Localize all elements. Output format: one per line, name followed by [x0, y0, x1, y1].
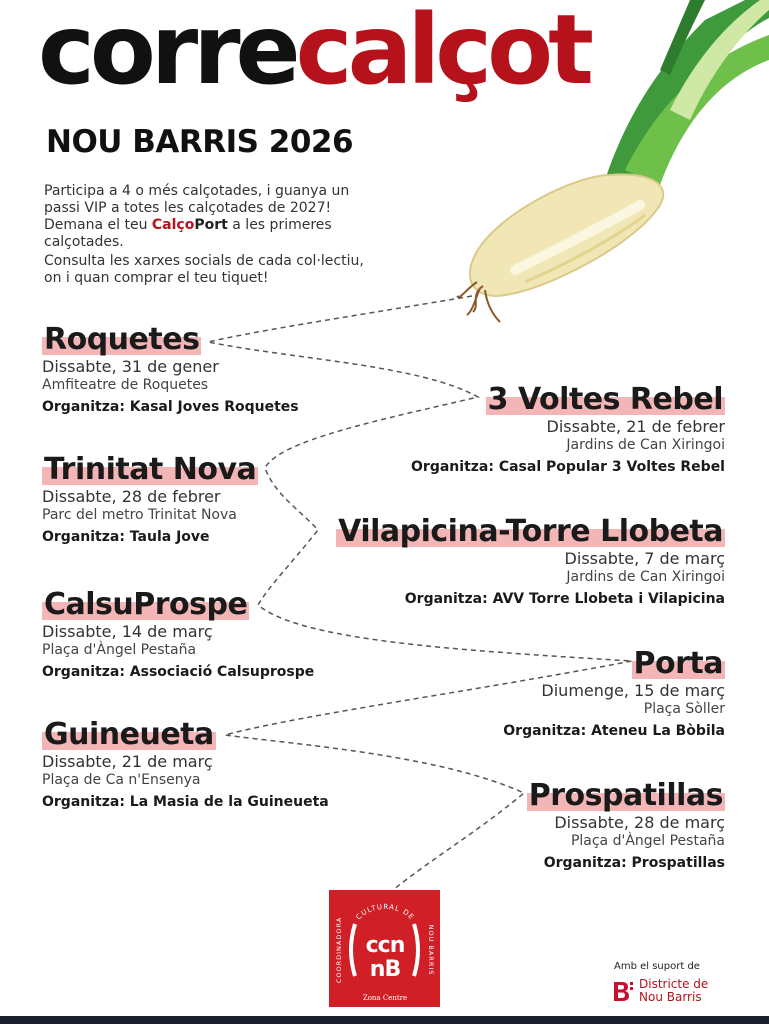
- event-3-voltes-rebel: [411, 382, 725, 477]
- event-name: Vilapicina-Torre Llobeta: [338, 514, 723, 549]
- event-date: Dissabte, 14 de març: [42, 622, 213, 641]
- event-organizer: Organitza: Ateneu La Bòbila: [503, 723, 725, 739]
- event-place: Jardins de Can Xiringoi: [566, 437, 725, 453]
- main-title: [38, 0, 589, 106]
- event-name: Roquetes: [44, 322, 200, 357]
- event-organizer: Organitza: La Masia de la Guineueta: [42, 794, 329, 810]
- event-place: Parc del metro Trinitat Nova: [42, 507, 237, 523]
- ccnb-logo: [329, 890, 440, 1007]
- intro-text-b: a les primeres calçotades.: [44, 217, 332, 250]
- event-organizer: Organitza: Kasal Joves Roquetes: [42, 399, 299, 415]
- district-line1: Districte de: [639, 977, 709, 991]
- logo-monogram-bottom: nB: [369, 957, 401, 982]
- subtitle: NOU BARRIS 2026: [46, 124, 354, 160]
- event-place: Amfiteatre de Roquetes: [42, 377, 209, 393]
- intro-paragraph: [44, 183, 374, 251]
- brand-black-part: Port: [194, 217, 228, 233]
- event-name: Prospatillas: [528, 778, 723, 813]
- intro-text-a: Participa a 4 o més calçotades, i guanya un passi VIP a totes les calçotades de 2027! Demana el teu: [44, 183, 350, 233]
- logo-zone-text: Zona Centre: [362, 994, 408, 1002]
- event-calsuprospe: [42, 587, 315, 682]
- event-organizer: Organitza: Associació Calsuprospe: [42, 664, 315, 680]
- ccnb-logo-graphic: [329, 890, 440, 1007]
- support-label: Amb el suport de: [614, 961, 700, 972]
- event-prospatillas: [527, 778, 725, 873]
- event-place: Plaça d'Àngel Pestaña: [570, 833, 725, 849]
- bottom-bar: [0, 1016, 769, 1024]
- district-name: [639, 978, 708, 1004]
- event-place: Jardins de Can Xiringoi: [566, 569, 725, 585]
- event-vilapicina-torre-llobeta: [336, 514, 725, 609]
- event-name: Trinitat Nova: [44, 452, 257, 487]
- event-guineueta: [42, 717, 329, 812]
- event-organizer: Organitza: AVV Torre Llobeta i Vilapicina: [404, 591, 725, 607]
- event-roquetes: [42, 322, 299, 417]
- event-organizer: Organitza: Casal Popular 3 Voltes Rebel: [411, 459, 725, 475]
- event-organizer: Organitza: Prospatillas: [543, 855, 725, 871]
- event-date: Dissabte, 7 de març: [564, 549, 725, 568]
- event-date: Dissabte, 28 de febrer: [42, 487, 221, 506]
- event-date: Diumenge, 15 de març: [541, 681, 725, 700]
- intro-social-note: Consulta les xarxes socials de cada col·lectiu, on i quan comprar el teu tiquet!: [44, 253, 364, 286]
- event-name: Porta: [633, 646, 723, 681]
- event-trinitat-nova: [42, 452, 258, 547]
- svg-text:CULTURAL DE: [355, 903, 416, 922]
- event-name: Guineueta: [44, 717, 214, 752]
- event-name: 3 Voltes Rebel: [487, 382, 723, 417]
- barcelona-b-icon: [612, 980, 634, 1002]
- event-place: Plaça Sòller: [643, 701, 725, 717]
- event-place: Plaça de Ca n'Ensenya: [42, 772, 201, 788]
- event-porta: [503, 646, 725, 741]
- calcoport-brand: [152, 217, 228, 233]
- event-date: Dissabte, 21 de febrer: [546, 417, 725, 436]
- logo-monogram-top: ccn: [365, 933, 405, 958]
- event-date: Dissabte, 21 de març: [42, 752, 213, 771]
- event-date: Dissabte, 31 de gener: [42, 357, 219, 376]
- logo-left-text: COORDINADORA: [335, 916, 343, 984]
- title-calcot: calçot: [295, 0, 589, 106]
- title-corre: corre: [38, 0, 296, 106]
- district-logo: [612, 978, 708, 1004]
- brand-red-part: Calço: [151, 217, 195, 233]
- event-name: CalsuProspe: [44, 587, 248, 622]
- logo-right-text: NOU BARRIS: [427, 924, 435, 976]
- district-line2: Nou Barris: [639, 990, 702, 1004]
- event-organizer: Organitza: Taula Jove: [42, 529, 210, 545]
- event-date: Dissabte, 28 de març: [554, 813, 725, 832]
- logo-arc-text: CULTURAL DE: [354, 902, 416, 922]
- event-place: Plaça d'Àngel Pestaña: [42, 642, 197, 658]
